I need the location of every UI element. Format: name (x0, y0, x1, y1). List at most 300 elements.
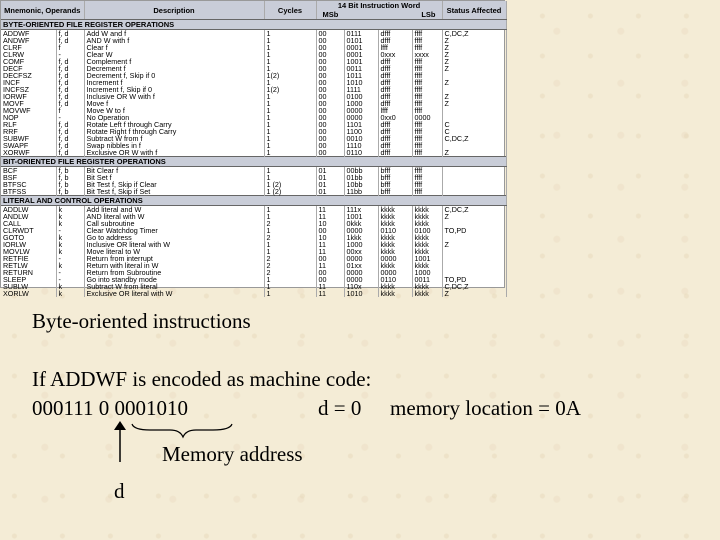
table-cell: 1 (264, 283, 316, 290)
table-cell: SWAPF (1, 142, 56, 149)
table-cell: TO,PD (442, 227, 506, 234)
table-cell: 1 (264, 79, 316, 86)
table-cell: 1kkk (344, 234, 378, 241)
table-row (1, 44, 506, 51)
table-cell: ffff (412, 107, 442, 114)
table-cell: 0kkk (344, 220, 378, 227)
table-cell: f, b (56, 181, 84, 188)
table-cell: - (56, 269, 84, 276)
header-lsb: LSb (421, 10, 436, 19)
table-row (1, 37, 506, 44)
table-cell: C,DC,Z (442, 283, 506, 290)
table-cell: Z (442, 290, 506, 297)
table-cell: k (56, 262, 84, 269)
table-row (1, 255, 506, 262)
table-cell: 0000 (344, 276, 378, 283)
table-cell: Clear f (84, 44, 264, 51)
table-cell: 00 (316, 79, 344, 86)
memory-address-label: Memory address (162, 442, 303, 466)
table-cell: kkkk (412, 234, 442, 241)
table-cell: SUBLW (1, 283, 56, 290)
table-cell: 0110 (378, 227, 412, 234)
table-cell: 00 (316, 107, 344, 114)
table-row (1, 269, 506, 276)
table-cell: - (56, 51, 84, 58)
table-row (1, 276, 506, 283)
table-cell: GOTO (1, 234, 56, 241)
table-row (1, 188, 506, 196)
table-row (1, 227, 506, 234)
table-cell: 11 (316, 248, 344, 255)
table-cell: Z (442, 65, 506, 72)
table-cell: Bit Test f, Skip if Clear (84, 181, 264, 188)
table-cell: Return from Subroutine (84, 269, 264, 276)
table-cell: ffff (412, 181, 442, 188)
table-cell: bfff (378, 174, 412, 181)
table-cell: 1 (264, 128, 316, 135)
table-cell: Call subroutine (84, 220, 264, 227)
table-cell: 1 (2) (264, 188, 316, 196)
table-row (1, 79, 506, 86)
table-cell: C,DC,Z (442, 135, 506, 142)
table-cell: Z (442, 51, 506, 58)
table-cell: Exclusive OR W with f (84, 149, 264, 157)
table-cell: f, d (56, 93, 84, 100)
table-cell: Move W to f (84, 107, 264, 114)
table-cell: Inclusive OR W with f (84, 93, 264, 100)
table-cell: f, d (56, 86, 84, 93)
table-cell: 1100 (344, 128, 378, 135)
table-row (1, 142, 506, 149)
table-cell: 00 (316, 58, 344, 65)
table-cell: AND W with f (84, 37, 264, 44)
header-status: Status Affected (442, 1, 506, 20)
table-cell: f, d (56, 128, 84, 135)
table-row (1, 86, 506, 93)
table-cell: 1010 (344, 290, 378, 297)
table-row (1, 93, 506, 100)
table-cell: kkkk (378, 241, 412, 248)
table-cell: ffff (412, 135, 442, 142)
table-cell: kkkk (378, 220, 412, 227)
machine-code: 000111 0 0001010 (32, 396, 188, 420)
table-cell: f, d (56, 149, 84, 157)
table-cell: 1 (264, 248, 316, 255)
table-cell: 2 (264, 220, 316, 227)
table-cell: Z (442, 213, 506, 220)
caption-byte-oriented: Byte-oriented instructions (32, 309, 251, 333)
table-cell: 1 (264, 121, 316, 128)
table-cell: 11 (316, 206, 344, 214)
table-cell: dfff (378, 79, 412, 86)
table-cell: Increment f, Skip if 0 (84, 86, 264, 93)
section-title: BIT-ORIENTED FILE REGISTER OPERATIONS (1, 157, 506, 167)
table-cell: 1 (264, 93, 316, 100)
table-cell: ffff (412, 174, 442, 181)
table-cell: 00 (316, 121, 344, 128)
table-cell: dfff (378, 121, 412, 128)
table-cell: ADDWF (1, 30, 56, 38)
table-cell: kkkk (412, 290, 442, 297)
table-cell: 00 (316, 255, 344, 262)
header-description: Description (84, 1, 264, 20)
table-cell: 00 (316, 51, 344, 58)
table-cell: 1 (264, 114, 316, 121)
table-cell: C (442, 121, 506, 128)
table-cell: Z (442, 149, 506, 157)
table-cell: kkkk (378, 213, 412, 220)
table-cell: - (56, 255, 84, 262)
table-cell: k (56, 220, 84, 227)
table-cell: 1 (264, 167, 316, 175)
table-cell: Bit Test f, Skip if Set (84, 188, 264, 196)
table-row (1, 283, 506, 290)
table-cell: 1 (264, 65, 316, 72)
table-section-header (1, 20, 506, 30)
table-cell: bfff (378, 181, 412, 188)
table-cell: ffff (412, 128, 442, 135)
table-cell (442, 174, 506, 181)
table-cell: 00 (316, 44, 344, 51)
table-cell: Decrement f (84, 65, 264, 72)
table-cell: 11 (316, 262, 344, 269)
table-cell: SLEEP (1, 276, 56, 283)
table-cell: 0001 (344, 51, 378, 58)
table-cell (442, 114, 506, 121)
table-cell: dfff (378, 93, 412, 100)
table-cell: Z (442, 37, 506, 44)
table-cell: RLF (1, 121, 56, 128)
table-cell: dfff (378, 72, 412, 79)
table-cell: 00 (316, 142, 344, 149)
table-cell: 1 (264, 227, 316, 234)
table-cell: k (56, 283, 84, 290)
table-cell: 0110 (344, 149, 378, 157)
table-cell: 1 (264, 290, 316, 297)
table-cell: No Operation (84, 114, 264, 121)
table-cell: 1011 (344, 72, 378, 79)
table-cell: Z (442, 58, 506, 65)
table-cell: f (56, 107, 84, 114)
section-title: BYTE-ORIENTED FILE REGISTER OPERATIONS (1, 20, 506, 30)
table-cell: f (56, 44, 84, 51)
table-cell: f, b (56, 188, 84, 196)
table-section-header (1, 196, 506, 206)
table-cell: 00 (316, 65, 344, 72)
table-cell: 00 (316, 128, 344, 135)
table-row (1, 167, 506, 175)
table-cell: Go to address (84, 234, 264, 241)
table-cell: - (56, 276, 84, 283)
table-row (1, 121, 506, 128)
table-cell: BTFSS (1, 188, 56, 196)
table-cell: 00 (316, 149, 344, 157)
table-cell: Return with literal in W (84, 262, 264, 269)
table-cell: MOVF (1, 100, 56, 107)
table-cell: 1 (264, 30, 316, 38)
table-cell: dfff (378, 58, 412, 65)
table-cell: Subtract W from literal (84, 283, 264, 290)
table-cell: ffff (412, 142, 442, 149)
table-cell: C (442, 128, 506, 135)
table-cell: f, b (56, 174, 84, 181)
table-cell: MOVLW (1, 248, 56, 255)
table-cell: 00 (316, 86, 344, 93)
table-cell: dfff (378, 37, 412, 44)
table-cell: 01xx (344, 262, 378, 269)
table-cell: Add literal and W (84, 206, 264, 214)
table-cell: Inclusive OR literal with W (84, 241, 264, 248)
table-cell: xxxx (412, 51, 442, 58)
table-cell: BSF (1, 174, 56, 181)
table-cell: DECFSZ (1, 72, 56, 79)
table-cell: 1110 (344, 142, 378, 149)
table-cell: Z (442, 44, 506, 51)
memory-address-brace (132, 424, 232, 437)
memory-location: memory location = 0A (390, 396, 581, 420)
table-cell: dfff (378, 100, 412, 107)
instruction-set-table-image (0, 0, 505, 298)
table-cell: 11 (316, 290, 344, 297)
table-cell: Swap nibbles in f (84, 142, 264, 149)
header-cycles: Cycles (264, 1, 316, 20)
table-cell: 0000 (378, 255, 412, 262)
table-row (1, 290, 506, 297)
table-cell: ffff (412, 121, 442, 128)
table-cell: 110x (344, 283, 378, 290)
table-cell: ffff (412, 58, 442, 65)
table-cell: 2 (264, 269, 316, 276)
table-cell: kkkk (378, 262, 412, 269)
table-cell: k (56, 290, 84, 297)
table-cell: f, d (56, 72, 84, 79)
table-cell: XORWF (1, 149, 56, 157)
table-row (1, 72, 506, 79)
table-cell: 0101 (344, 37, 378, 44)
table-cell: INCFSZ (1, 86, 56, 93)
table-cell: RETLW (1, 262, 56, 269)
table-cell: 2 (264, 234, 316, 241)
table-cell: 01 (316, 167, 344, 175)
table-cell: 1000 (344, 100, 378, 107)
table-cell: 00 (316, 114, 344, 121)
table-cell: 11 (316, 241, 344, 248)
table-cell: Subtract W from f (84, 135, 264, 142)
table-cell: 0000 (344, 114, 378, 121)
d-value: d = 0 (318, 396, 362, 420)
table-cell: - (56, 227, 84, 234)
table-row (1, 213, 506, 220)
table-cell: Clear W (84, 51, 264, 58)
table-cell: DECF (1, 65, 56, 72)
table-cell: kkkk (412, 206, 442, 214)
table-cell (442, 142, 506, 149)
table-cell: f, d (56, 79, 84, 86)
table-cell: ADDLW (1, 206, 56, 214)
table-row (1, 181, 506, 188)
table-cell: kkkk (412, 283, 442, 290)
table-cell: Bit Clear f (84, 167, 264, 175)
table-cell: AND literal with W (84, 213, 264, 220)
table-cell: TO,PD (442, 276, 506, 283)
table-cell: 00 (316, 227, 344, 234)
table-cell: 1 (264, 135, 316, 142)
table-cell: 1101 (344, 121, 378, 128)
table-cell: 1000 (412, 269, 442, 276)
table-cell: Clear Watchdog Timer (84, 227, 264, 234)
table-cell: kkkk (378, 290, 412, 297)
table-cell: k (56, 248, 84, 255)
table-cell: - (56, 114, 84, 121)
table-cell: 10 (316, 220, 344, 227)
table-cell: RETFIE (1, 255, 56, 262)
table-cell: dfff (378, 128, 412, 135)
table-cell: 1000 (344, 241, 378, 248)
header-instruction-word (316, 1, 442, 20)
table-cell: C,DC,Z (442, 30, 506, 38)
table-cell: 1 (264, 213, 316, 220)
table-cell: Exclusive OR literal with W (84, 290, 264, 297)
instruction-set-table (1, 1, 507, 297)
table-cell: lfff (378, 44, 412, 51)
table-cell: INCF (1, 79, 56, 86)
table-cell: 01 (316, 188, 344, 196)
table-row (1, 135, 506, 142)
table-cell: ffff (412, 86, 442, 93)
table-cell: 0000 (344, 107, 378, 114)
table-cell: 1 (264, 58, 316, 65)
table-row (1, 65, 506, 72)
table-cell: 1001 (344, 58, 378, 65)
table-cell: 1 (264, 142, 316, 149)
table-cell: Move f (84, 100, 264, 107)
table-cell (442, 107, 506, 114)
table-cell: 00 (316, 269, 344, 276)
table-cell: C,DC,Z (442, 206, 506, 214)
table-cell: Z (442, 241, 506, 248)
d-bit-label: d (114, 479, 125, 503)
table-row (1, 114, 506, 121)
table-cell: CALL (1, 220, 56, 227)
table-cell: Z (442, 100, 506, 107)
table-cell: Rotate Right f through Carry (84, 128, 264, 135)
table-cell (442, 188, 506, 196)
table-cell: 0xxx (378, 51, 412, 58)
table-row (1, 206, 506, 214)
table-cell: 111x (344, 206, 378, 214)
table-cell: 0000 (378, 269, 412, 276)
table-cell: 0001 (344, 44, 378, 51)
table-cell: 00 (316, 72, 344, 79)
table-cell: ffff (412, 65, 442, 72)
table-cell: ANDWF (1, 37, 56, 44)
table-cell: 0011 (344, 65, 378, 72)
table-cell: 0011 (412, 276, 442, 283)
table-cell: 01 (316, 181, 344, 188)
table-cell (442, 234, 506, 241)
table-cell: Bit Set f (84, 174, 264, 181)
table-cell: CLRF (1, 44, 56, 51)
table-cell: Return from interrupt (84, 255, 264, 262)
table-cell: 1 (264, 149, 316, 157)
table-cell (442, 255, 506, 262)
table-cell (442, 72, 506, 79)
table-cell: 0000 (412, 114, 442, 121)
table-cell: 1111 (344, 86, 378, 93)
table-cell: CLRW (1, 51, 56, 58)
table-cell: 1010 (344, 79, 378, 86)
table-cell: kkkk (412, 241, 442, 248)
table-cell: f, b (56, 167, 84, 175)
table-cell: 00 (316, 37, 344, 44)
table-cell: BTFSC (1, 181, 56, 188)
table-cell: 00 (316, 135, 344, 142)
table-cell: 01bb (344, 174, 378, 181)
table-cell: kkkk (378, 234, 412, 241)
table-row (1, 100, 506, 107)
table-cell: kkkk (378, 283, 412, 290)
table-cell: lfff (378, 107, 412, 114)
table-cell: Complement f (84, 58, 264, 65)
table-cell: CLRWDT (1, 227, 56, 234)
table-cell: 2 (264, 262, 316, 269)
table-cell: ffff (412, 37, 442, 44)
table-row (1, 128, 506, 135)
table-cell: f, d (56, 58, 84, 65)
table-cell: ANDLW (1, 213, 56, 220)
table-cell: 0100 (412, 227, 442, 234)
table-cell: Move literal to W (84, 248, 264, 255)
table-cell: 0110 (378, 276, 412, 283)
table-cell: bfff (378, 188, 412, 196)
table-cell: 1(2) (264, 86, 316, 93)
table-cell: 1 (264, 51, 316, 58)
table-cell: SUBWF (1, 135, 56, 142)
header-instruction-word-label: 14 Bit Instruction Word (337, 1, 421, 10)
d-arrow-head (114, 421, 126, 430)
table-cell: Go into standby mode (84, 276, 264, 283)
table-cell: 0100 (344, 93, 378, 100)
table-cell: 10bb (344, 181, 378, 188)
encoding-question: If ADDWF is encoded as machine code: (32, 367, 372, 391)
table-cell: dfff (378, 30, 412, 38)
table-cell (442, 262, 506, 269)
table-cell: f, d (56, 142, 84, 149)
table-cell: 01 (316, 174, 344, 181)
table-cell: dfff (378, 142, 412, 149)
table-cell: f, d (56, 30, 84, 38)
table-cell: IORWF (1, 93, 56, 100)
table-cell: f, d (56, 100, 84, 107)
table-cell: kkkk (412, 262, 442, 269)
table-cell: k (56, 234, 84, 241)
table-cell: kkkk (378, 248, 412, 255)
table-cell: 00 (316, 100, 344, 107)
table-cell: ffff (412, 100, 442, 107)
table-cell: dfff (378, 86, 412, 93)
table-cell: bfff (378, 167, 412, 175)
table-cell: dfff (378, 135, 412, 142)
table-cell: Decrement f, Skip if 0 (84, 72, 264, 79)
table-row (1, 51, 506, 58)
table-cell: 00 (316, 93, 344, 100)
table-row (1, 241, 506, 248)
table-cell: ffff (412, 30, 442, 38)
table-cell: Increment f (84, 79, 264, 86)
table-cell: 11bb (344, 188, 378, 196)
table-cell: 1 (264, 100, 316, 107)
table-cell: COMF (1, 58, 56, 65)
